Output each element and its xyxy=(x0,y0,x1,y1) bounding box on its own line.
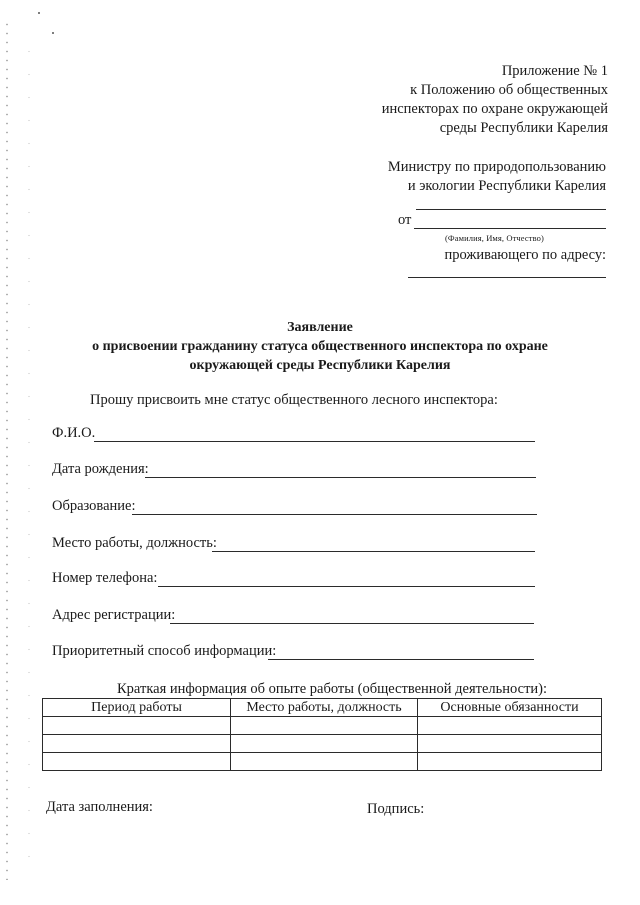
table-cell[interactable] xyxy=(43,753,231,771)
workplace-label: Место работы, должность: xyxy=(52,535,217,551)
appendix-line: среды Республики Карелия xyxy=(439,120,608,136)
table-row xyxy=(43,717,602,735)
scan-speck xyxy=(52,32,54,34)
phone-field[interactable] xyxy=(158,586,535,587)
fio-hint: (Фамилия, Имя, Отчество) xyxy=(445,233,544,243)
table-row xyxy=(43,735,602,753)
column-header-duties: Основные обязанности xyxy=(418,699,602,717)
scan-edge-artifact xyxy=(28,40,30,860)
document-title: Заявление xyxy=(287,320,353,335)
request-text: Прошу присвоить мне статус общественного лесного инспектора: xyxy=(90,392,498,408)
date-filled-label: Дата заполнения: xyxy=(46,799,153,815)
experience-caption: Краткая информация об опыте работы (общественной деятельности): xyxy=(117,681,548,697)
applicant-name-line-1[interactable] xyxy=(416,209,606,210)
fio-field[interactable] xyxy=(94,441,535,442)
applicant-name-line-2[interactable] xyxy=(414,228,606,229)
contact-method-field[interactable] xyxy=(268,659,534,660)
appendix-header xyxy=(382,62,608,138)
table-cell[interactable] xyxy=(418,735,602,753)
birth-date-label: Дата рождения: xyxy=(52,461,149,477)
address-field[interactable] xyxy=(170,623,534,624)
table-cell[interactable] xyxy=(418,753,602,771)
scan-edge-artifact xyxy=(6,20,8,880)
appendix-line: инспекторах по охране окружающей xyxy=(381,101,608,117)
table-cell[interactable] xyxy=(43,717,231,735)
column-header-period: Период работы xyxy=(43,699,231,717)
table-header-row xyxy=(43,699,602,717)
residing-label: проживающего по адресу: xyxy=(444,247,606,263)
experience-table xyxy=(42,698,602,771)
column-header-workplace: Место работы, должность xyxy=(231,699,418,717)
table-cell[interactable] xyxy=(418,717,602,735)
appendix-line: Приложение № 1 xyxy=(501,63,608,79)
birth-date-field[interactable] xyxy=(145,477,536,478)
table-cell[interactable] xyxy=(231,735,418,753)
table-cell[interactable] xyxy=(43,735,231,753)
address-label: Адрес регистрации: xyxy=(52,607,176,623)
contact-method-label: Приоритетный способ информации: xyxy=(52,643,277,659)
education-label: Образование: xyxy=(52,498,136,514)
table-row xyxy=(43,753,602,771)
fio-label: Ф.И.О. xyxy=(52,425,96,441)
workplace-field[interactable] xyxy=(212,551,535,552)
addressee-line: и экологии Республики Карелия xyxy=(407,178,606,194)
addressee-line: Министру по природопользованию xyxy=(387,159,606,175)
education-field[interactable] xyxy=(132,514,537,515)
scan-speck xyxy=(38,12,40,14)
table-cell[interactable] xyxy=(231,753,418,771)
table-cell[interactable] xyxy=(231,717,418,735)
appendix-line: к Положению об общественных xyxy=(410,82,608,98)
signature-label: Подпись: xyxy=(367,801,425,817)
document-subtitle: окружающей среды Республики Карелия xyxy=(189,358,451,373)
document-subtitle: о присвоении гражданину статуса общественного инспектора по охране xyxy=(92,339,548,354)
applicant-address-line[interactable] xyxy=(408,277,606,278)
addressee-block xyxy=(388,158,606,196)
phone-label: Номер телефона: xyxy=(52,570,158,586)
from-label: от xyxy=(398,212,412,228)
